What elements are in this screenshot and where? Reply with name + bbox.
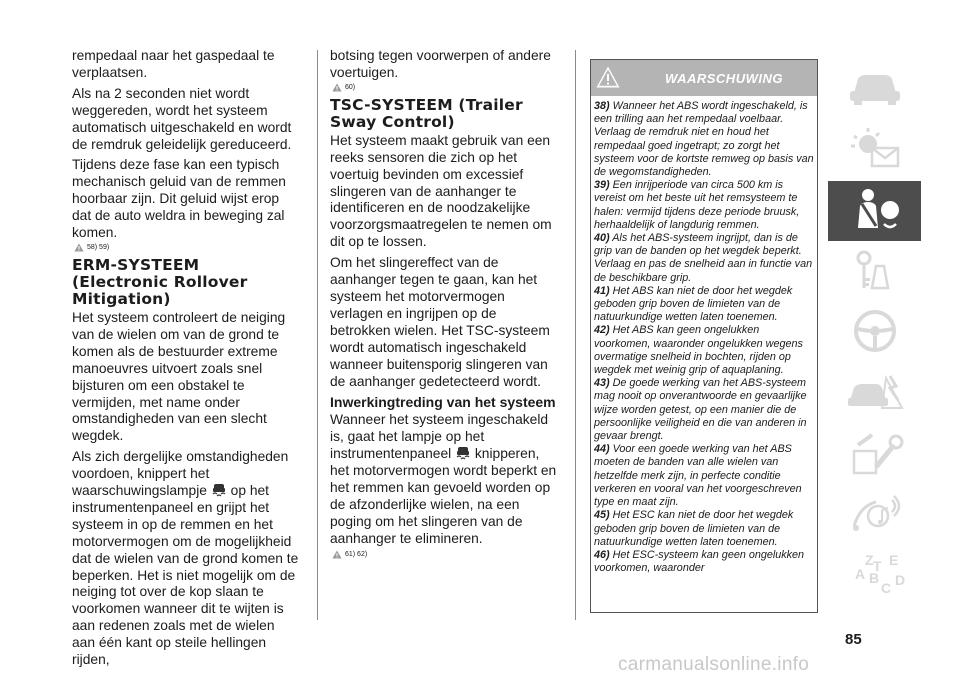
sidebar-tab[interactable] bbox=[828, 547, 921, 608]
warning-item-text: Het ESC-systeem kan geen ongelukken voorkomen, waaronder bbox=[594, 548, 805, 575]
wrench-tools-icon bbox=[846, 431, 904, 480]
paragraph: Het systeem maakt gebruik van een reeks sensoren die zich op het voertuig bevinden om excessief slingeren van de aanhanger te identificeren en de noodzakelijke voorzorgsmaatregelen te nemen om dit op te lossen. bbox=[330, 132, 552, 250]
warning-triangle-icon bbox=[74, 243, 84, 252]
svg-text:D: D bbox=[894, 571, 905, 588]
warning-item-text: Een inrijperiode van circa 500 km is vereist om het beste uit het remsysteem te halen: vermijd tijdens deze periode bruusk, herhaaldelijk of langdurig remmen. bbox=[594, 179, 800, 231]
warning-title: WAARSCHUWING bbox=[665, 70, 783, 86]
paragraph: Om het slingereffect van de aanhanger tegen te gaan, kan het systeem het motorvermogen verlagen en ingrijpen op de betrokken wielen. Het TSC-systeem wordt automatisch ingeschakeld wanneer buitensporig slingeren van de aanhanger gedetecteerd wordt. bbox=[330, 255, 550, 389]
warning-triangle-icon bbox=[595, 65, 621, 89]
text-column-left bbox=[72, 48, 300, 673]
paragraph: Als na 2 seconden niet wordt weggereden, wordt het systeem automatisch uitgeschakeld en wordt de remdruk geleidelijk gereduceerd. bbox=[72, 85, 292, 152]
steering-wheel-icon bbox=[846, 308, 904, 359]
multimedia-icon bbox=[846, 492, 904, 541]
warning-item bbox=[594, 549, 814, 575]
warning-item bbox=[594, 232, 814, 285]
warning-item bbox=[594, 324, 814, 377]
warning-item bbox=[594, 179, 814, 232]
chapter-sidebar bbox=[828, 59, 921, 608]
paragraph: Als zich dergelijke omstandigheden voordoen, knippert het waarschuwingslampje op het instrumentenpaneel en grijpt het systeem in op de remmen en het motorvermogen om de mogelijkheid dat de wielen van de grond komen te beperken. Het is niet mogelijk om de neiging tot over de kop slaan te voorkomen wanneer dit te wijten is aan redenen zoals met de wielen aan één kant op steile hellingen rijden, bbox=[72, 449, 299, 668]
warning-item-text: De goede werking van het ABS-systeem mag nooit op onverantwoorde en gevaarlijke wijze worden getest, op een manier die de persoonlijke veiligheid en die van anderen in gevaar brengt. bbox=[594, 377, 807, 443]
subsection-heading: Inwerkingtreding van het systeem bbox=[330, 394, 556, 411]
svg-text:T: T bbox=[872, 557, 882, 574]
sidebar-tab[interactable] bbox=[828, 181, 921, 242]
page-number: 85 bbox=[845, 631, 862, 648]
warning-item-number: 45) bbox=[594, 509, 610, 522]
sidebar-tab[interactable] bbox=[828, 120, 921, 181]
warning-item-text: Het ESC kan niet de door het wegdek geboden grip boven de limieten van de natuurkundige wetten laten toenemen. bbox=[594, 509, 794, 548]
sidebar-tab[interactable] bbox=[828, 242, 921, 303]
skid-warning-light-icon bbox=[455, 446, 471, 461]
svg-text:E: E bbox=[888, 551, 898, 568]
warning-item-text: Als het ABS-systeem ingrijpt, dan is de grip van de banden op het wegdek beperkt. Verlaag en pas de snelheid aan in functie van de beschikbare grip. bbox=[594, 232, 813, 284]
svg-text:C: C bbox=[880, 579, 891, 596]
warning-triangle-icon bbox=[332, 550, 342, 559]
warning-item-number: 46) bbox=[594, 548, 610, 561]
warning-item-number: 38) bbox=[594, 100, 610, 112]
warning-item-number: 39) bbox=[594, 179, 610, 192]
warning-item-number: 41) bbox=[594, 284, 610, 297]
warning-item-text: Wanneer het ABS wordt ingeschakeld, is een trilling aan het rempedaal voelbaar. Verlaag de remdruk niet en houd het rempedaal goed ingetrapt; zo zorgt het systeem voor de kortste remweg op basis van de wegomstandigheden. bbox=[594, 100, 814, 179]
warning-item-text: Het ABS kan geen ongelukken voorkomen, waaronder ongelukken wegens overmatige snelheid in bochten, rijden op wegdek met weinig grip of aquaplaning. bbox=[594, 324, 803, 377]
warning-item-text: Voor een goede werking van het ABS moeten de banden van alle wielen van hetzelfde merk zijn, in perfecte conditie verkeren en vooral van het voorgeschreven type en maat zijn. bbox=[594, 443, 802, 509]
warning-header bbox=[591, 60, 817, 96]
column-divider bbox=[575, 50, 576, 620]
warning-item bbox=[594, 509, 814, 549]
warning-references: 60) bbox=[332, 83, 560, 92]
key-ignition-icon bbox=[846, 248, 904, 297]
warning-list bbox=[591, 96, 817, 575]
warning-lights-mail-icon bbox=[846, 126, 904, 175]
car-crash-icon bbox=[846, 370, 904, 419]
warning-item bbox=[594, 285, 814, 325]
paragraph: Wanneer het systeem ingeschakeld is, gaat het lampje op het instrumentenpaneel knipperen, het motorvermogen wordt beperkt en het remmen kan gevoeld worden op de afzonderlijke wielen, na een poging om het slingeren van de aanhanger te elimineren. bbox=[330, 412, 557, 546]
paragraph: rempedaal naar het gaspedaal te verplaatsen. bbox=[72, 48, 275, 80]
warning-triangle-icon bbox=[332, 83, 342, 92]
car-icon bbox=[846, 67, 904, 112]
skid-warning-light-icon bbox=[211, 483, 227, 498]
warning-item-number: 42) bbox=[594, 324, 610, 337]
svg-text:B: B bbox=[868, 569, 879, 586]
text-column-middle bbox=[330, 48, 560, 564]
watermark: carmanualsonline.info bbox=[618, 654, 810, 675]
sidebar-tab[interactable] bbox=[828, 364, 921, 425]
column-divider bbox=[317, 50, 318, 620]
sidebar-tab[interactable] bbox=[828, 425, 921, 486]
svg-text:A: A bbox=[854, 565, 865, 582]
warning-item-number: 44) bbox=[594, 443, 610, 456]
warning-item-text: Het ABS kan niet de door het wegdek geboden grip boven de limieten van de natuurkundige wetten laten toenemen. bbox=[594, 284, 793, 324]
index-letters-icon bbox=[845, 549, 905, 606]
warning-item bbox=[594, 100, 814, 179]
svg-text:Z: Z bbox=[864, 551, 874, 568]
paragraph: botsing tegen voorwerpen of andere voertuigen. bbox=[330, 48, 551, 80]
warning-item bbox=[594, 377, 814, 443]
sidebar-tab[interactable] bbox=[828, 303, 921, 364]
sidebar-tab[interactable] bbox=[828, 59, 921, 120]
warning-references: 58) 59) bbox=[74, 243, 300, 252]
section-heading: TSC-SYSTEEM (Trailer Sway Control) bbox=[330, 95, 523, 131]
warning-item-number: 43) bbox=[594, 377, 610, 390]
warning-references: 61) 62) bbox=[332, 550, 560, 559]
section-heading: ERM-SYSTEEM (Electronic Rollover Mitigation) bbox=[72, 255, 248, 308]
warning-box bbox=[590, 59, 818, 613]
warning-item-number: 40) bbox=[594, 232, 610, 245]
seatbelt-airbag-icon bbox=[846, 186, 904, 237]
warning-item bbox=[594, 443, 814, 509]
paragraph: Tijdens deze fase kan een typisch mechanisch geluid van de remmen hoorbaar zijn. Dit geluid wijst erop dat de auto weldra in beweging zal komen. bbox=[72, 157, 286, 241]
paragraph: Het systeem controleert de neiging van de wielen om van de grond te komen als de bestuurder extreme manoeuvres uitvoert zoals snel bijsturen om een obstakel te vermijden, met name onder omstandigheden van een slecht wegdek. bbox=[72, 309, 286, 444]
sidebar-tab[interactable] bbox=[828, 486, 921, 547]
